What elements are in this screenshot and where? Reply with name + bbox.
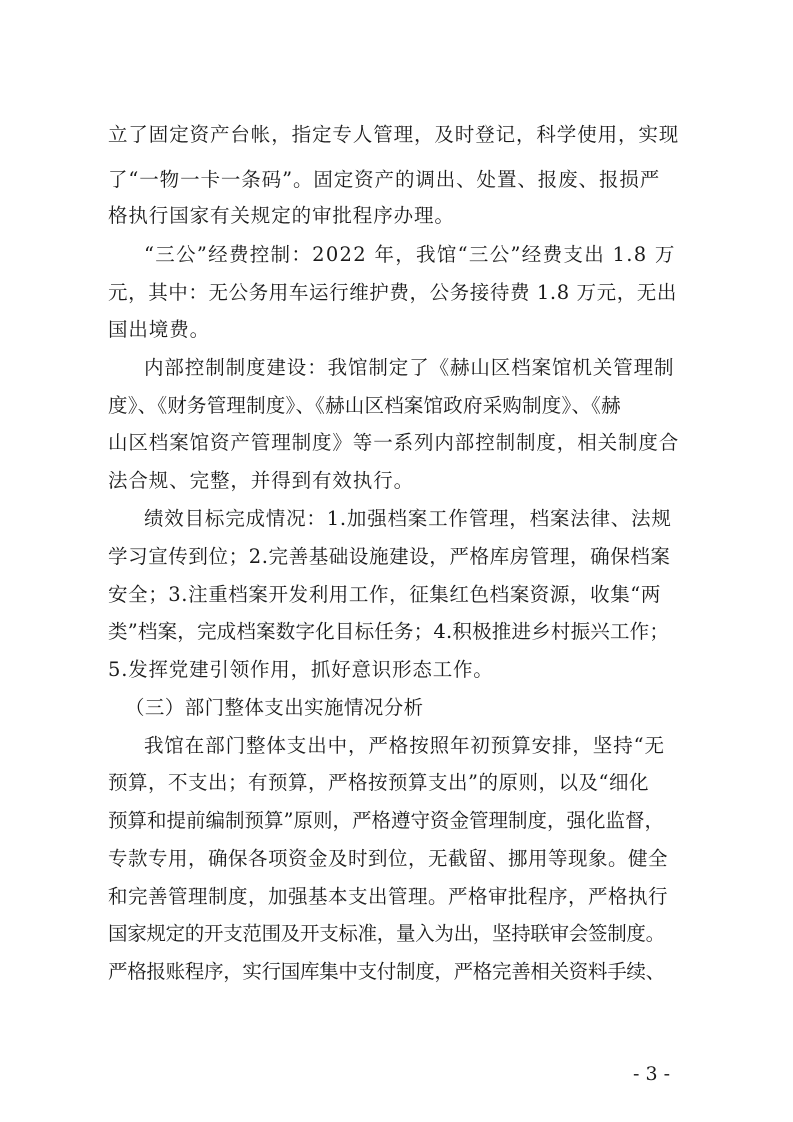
text-line: 国出境费。 xyxy=(108,318,211,341)
text-line: 严格报账程序，实行国库集中支付制度，严格完善相关资料手续、 xyxy=(108,960,665,983)
text-line: 法合规、完整，并得到有效执行。 xyxy=(108,469,415,492)
text-line: 5.发挥党建引领作用，抓好意识形态工作。 xyxy=(108,658,494,681)
text-line: 元，其中：无公务用车运行维护费，公务接待费 1.8 万元，无出 xyxy=(108,281,678,304)
text-line: 度》、《财务管理制度》、《赫山区档案馆政府采购制度》、《赫 xyxy=(108,394,621,417)
text-line: 内部控制制度建设：我馆制定了《赫山区档案馆机关管理制 xyxy=(144,356,675,379)
text-line: 国家规定的开支范围及开支标准，量入为出，坚持联审会签制度。 xyxy=(108,922,665,945)
text-line: 和完善管理制度，加强基本支出管理。严格审批程序，严格执行 xyxy=(108,885,669,908)
text-line: 立了固定资产台帐，指定专人管理，及时登记，科学使用，实现 xyxy=(108,123,680,146)
text-line: 预算，不支出；有预算，严格按预算支出”的原则，以及“细化 xyxy=(108,771,649,794)
text-line: 安全；3.注重档案开发利用工作，征集红色档案资源，收集“两 xyxy=(108,583,661,606)
text-line: 了“一物一卡一条码”。固定资产的调出、处置、报废、报损严 xyxy=(108,168,661,191)
text-line: 绩效目标完成情况：1.加强档案工作管理，档案法律、法规 xyxy=(144,507,672,530)
text-line: 格执行国家有关规定的审批程序办理。 xyxy=(108,204,455,227)
text-line: 类”档案，完成档案数字化目标任务；4.积极推进乡村振兴工作； xyxy=(108,620,670,643)
section-heading: （三）部门整体支出实施情况分析 xyxy=(125,696,424,719)
text-line: 预算和提前编制预算”原则，严格遵守资金管理制度，强化监督， xyxy=(108,809,664,832)
text-line: 我馆在部门整体支出中，严格按照年初预算安排，坚持“无 xyxy=(144,734,665,757)
page-number: - 3 - xyxy=(633,1063,671,1085)
text-line: 学习宣传到位；2.完善基础设施建设，严格库房管理，确保档案 xyxy=(108,545,671,568)
text-line: “三公”经费控制：2022 年，我馆“三公”经费支出 1.8 万 xyxy=(144,243,676,266)
text-line: 山区档案馆资产管理制度》等一系列内部控制制度，相关制度合 xyxy=(108,431,680,454)
text-line: 专款专用，确保各项资金及时到位，无截留、挪用等现象。健全 xyxy=(108,847,669,870)
